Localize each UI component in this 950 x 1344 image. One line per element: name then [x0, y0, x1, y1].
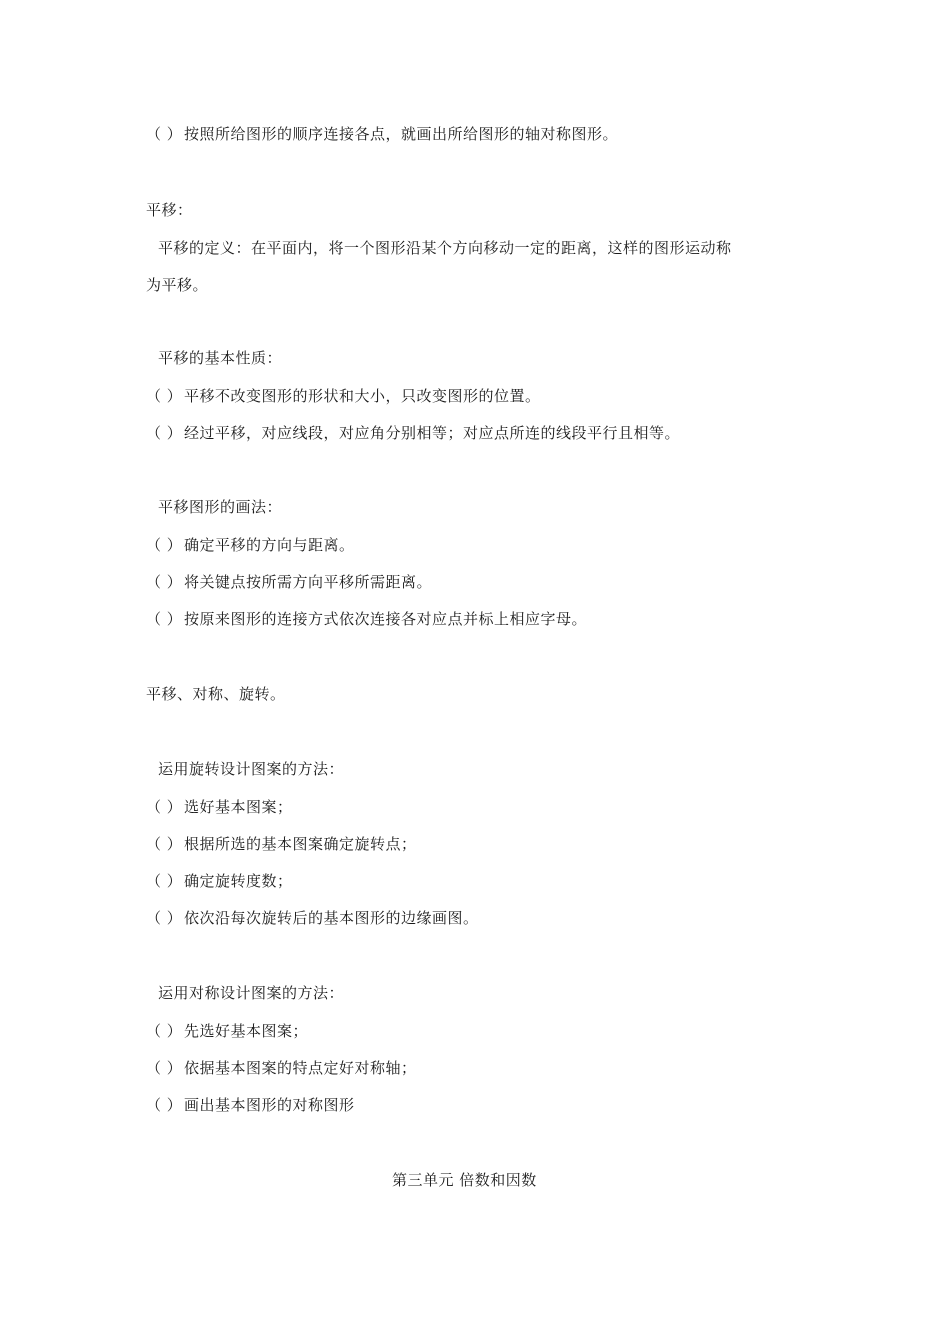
- blank-bracket: （ ）: [146, 573, 183, 591]
- list-item: [146, 1021, 308, 1041]
- subsection-heading: 平移图形的画法：: [158, 498, 283, 516]
- blank-bracket: （ ）: [146, 387, 183, 405]
- subsection-heading: 平移的基本性质：: [158, 349, 283, 367]
- section-heading: 平移：: [146, 201, 193, 219]
- item-text: 平移不改变图形的形状和大小，只改变图形的位置。: [184, 387, 541, 405]
- blank-bracket: （ ）: [146, 798, 183, 816]
- blank-bracket: （ ）: [146, 536, 183, 554]
- blank-bracket: （ ）: [146, 1096, 183, 1114]
- item-text: 根据所选的基本图案确定旋转点；: [184, 835, 417, 853]
- summary-text: 平移、对称、旋转。: [146, 685, 286, 703]
- list-item: [146, 1058, 417, 1078]
- list-item: [146, 834, 417, 854]
- list-item: [146, 124, 618, 144]
- item-text: 选好基本图案；: [184, 798, 293, 816]
- subsection-heading: 运用对称设计图案的方法：: [158, 984, 345, 1002]
- item-text: 画出基本图形的对称图形: [184, 1096, 355, 1114]
- definition-text-continued: 为平移。: [146, 276, 209, 294]
- blank-bracket: （ ）: [146, 1059, 183, 1077]
- item-text: 按原来图形的连接方式依次连接各对应点并标上相应字母。: [184, 610, 588, 628]
- blank-bracket: （ ）: [146, 909, 183, 927]
- item-text: 依据基本图案的特点定好对称轴；: [184, 1059, 417, 1077]
- item-text: 确定平移的方向与距离。: [184, 536, 355, 554]
- definition-text: 平移的定义：在平面内，将一个图形沿某个方向移动一定的距离，这样的图形运动称: [158, 239, 732, 257]
- item-text: 先选好基本图案；: [184, 1022, 309, 1040]
- item-text: 将关键点按所需方向平移所需距离。: [184, 573, 433, 591]
- list-item: [146, 572, 432, 592]
- item-text: 按照所给图形的顺序连接各点，就画出所给图形的轴对称图形。: [184, 125, 619, 143]
- blank-bracket: （ ）: [146, 125, 183, 143]
- list-item: [146, 609, 587, 629]
- blank-bracket: （ ）: [146, 1022, 183, 1040]
- item-text: 经过平移，对应线段，对应角分别相等；对应点所连的线段平行且相等。: [184, 424, 681, 442]
- list-item: [146, 871, 293, 891]
- unit-title: 第三单元 倍数和因数: [392, 1171, 537, 1189]
- blank-bracket: （ ）: [146, 872, 183, 890]
- list-item: [146, 535, 355, 555]
- blank-bracket: （ ）: [146, 610, 183, 628]
- blank-bracket: （ ）: [146, 835, 183, 853]
- item-text: 确定旋转度数；: [184, 872, 293, 890]
- list-item: [146, 386, 541, 406]
- list-item: [146, 908, 479, 928]
- list-item: [146, 797, 293, 817]
- list-item: [146, 1095, 355, 1115]
- list-item: [146, 423, 680, 443]
- blank-bracket: （ ）: [146, 424, 183, 442]
- item-text: 依次沿每次旋转后的基本图形的边缘画图。: [184, 909, 479, 927]
- subsection-heading: 运用旋转设计图案的方法：: [158, 760, 345, 778]
